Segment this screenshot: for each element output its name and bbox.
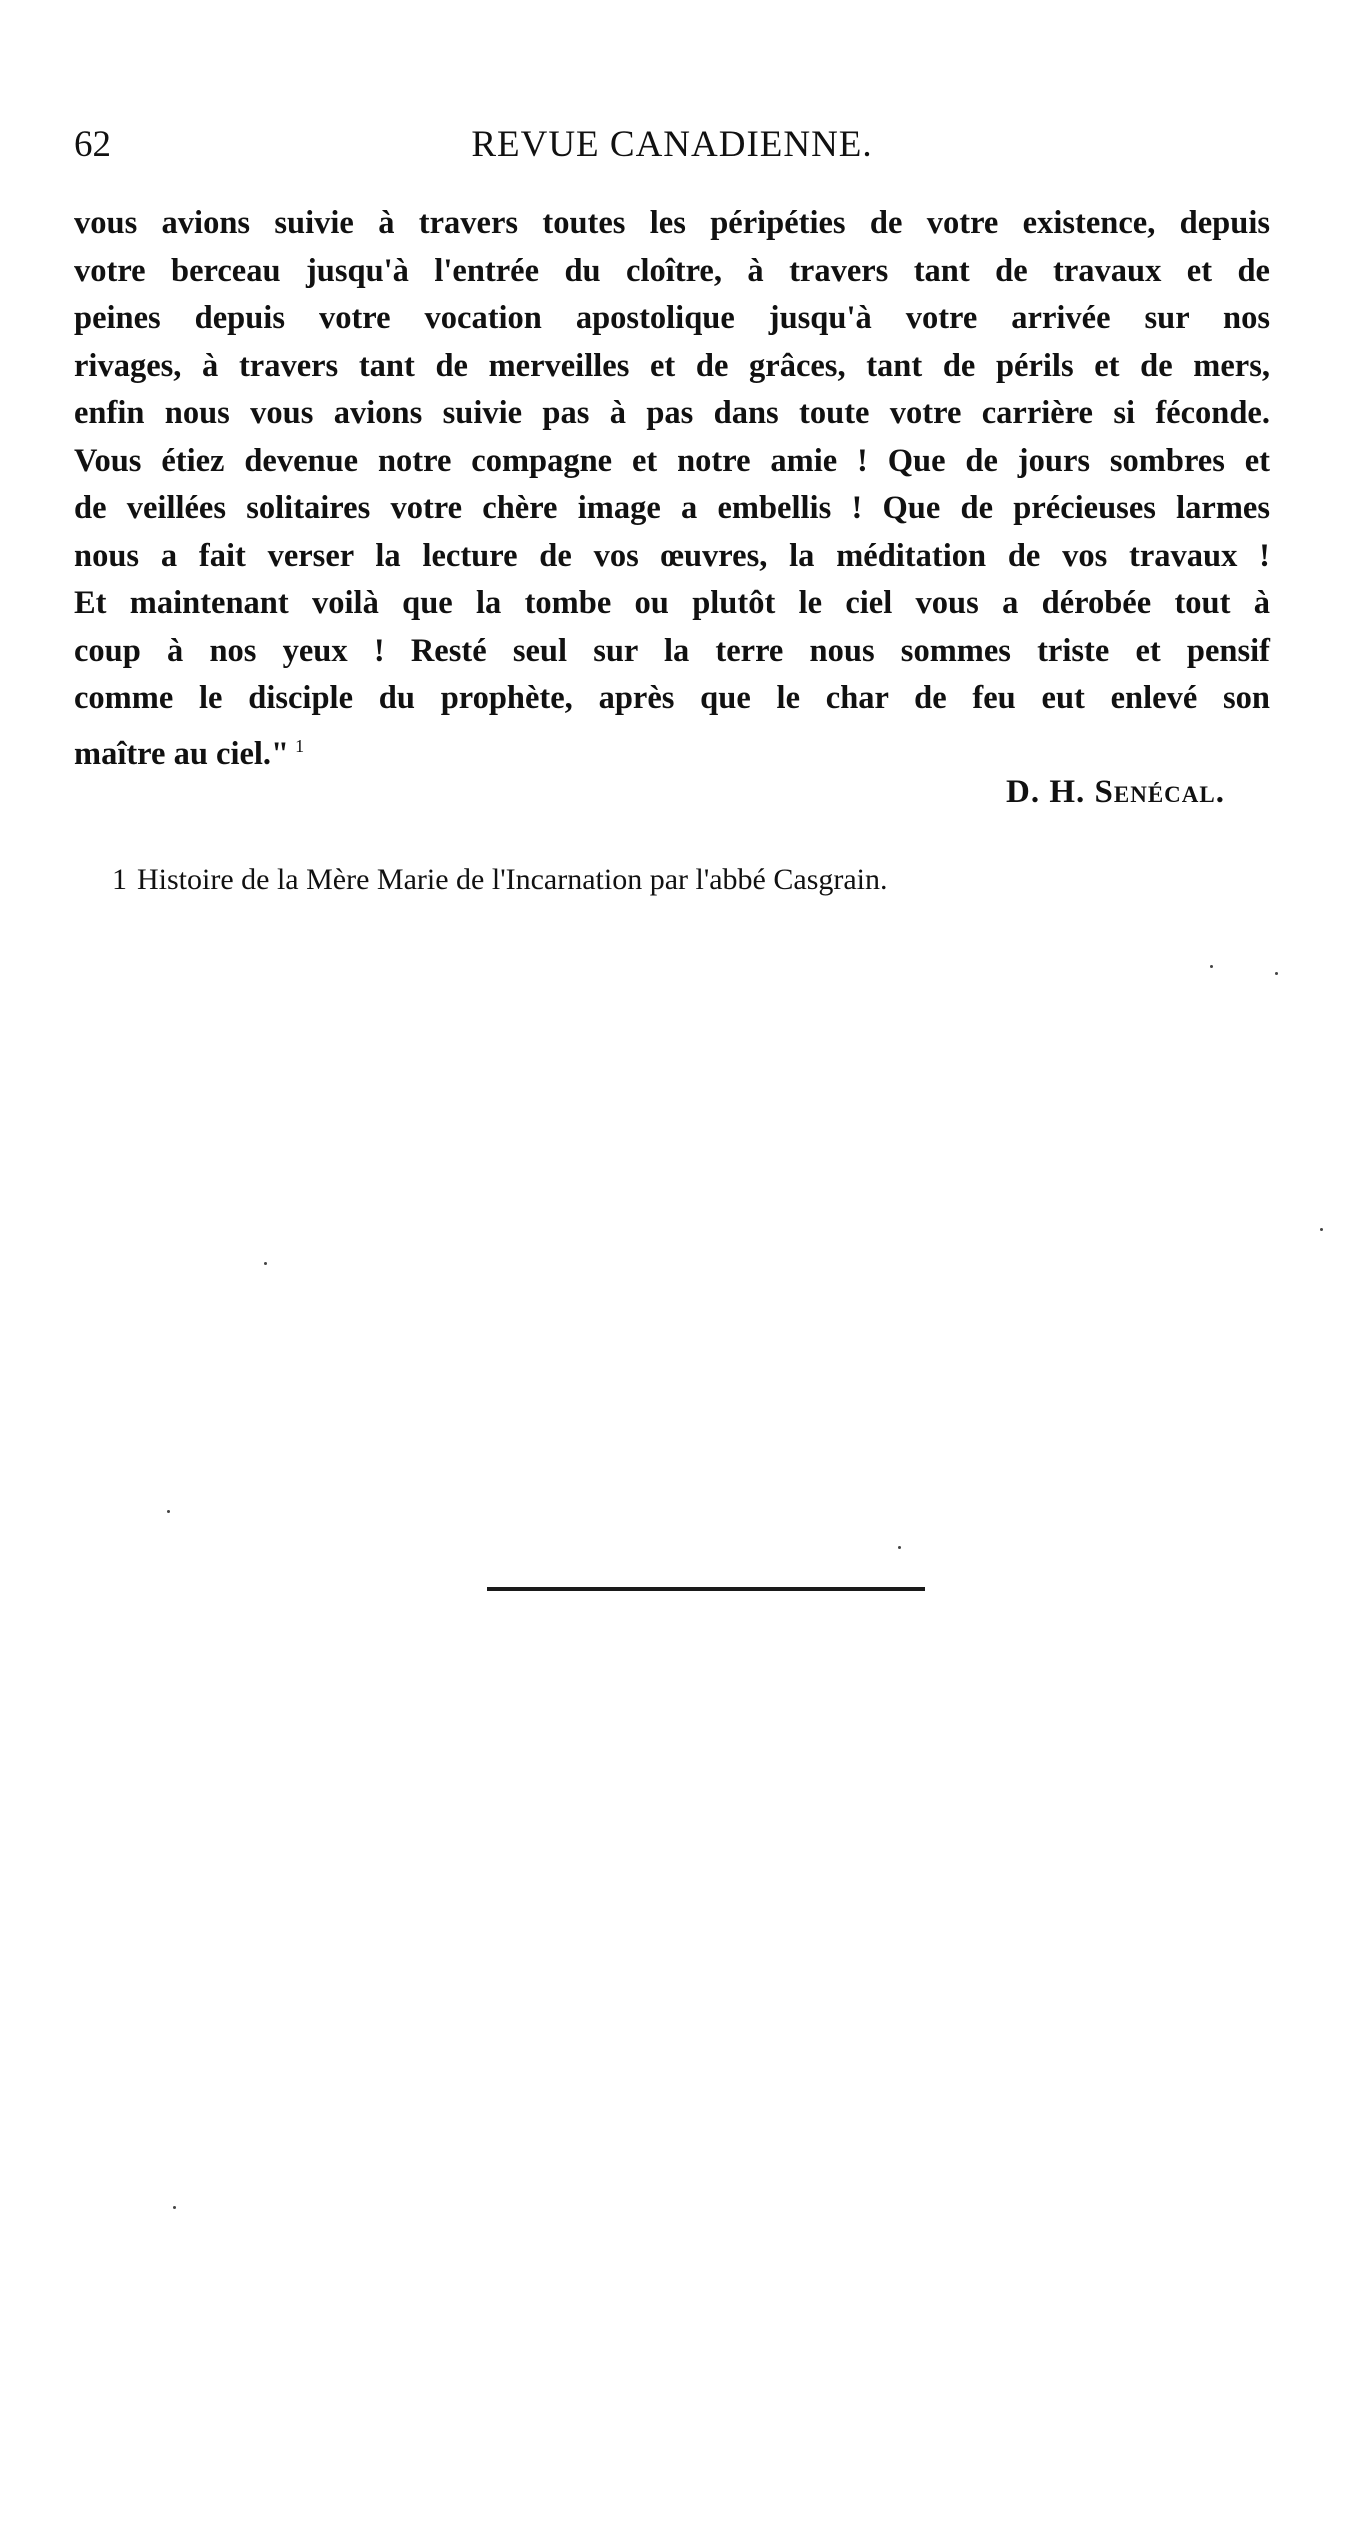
paper-speck	[1320, 1228, 1323, 1231]
paper-speck	[264, 1262, 267, 1265]
text-line: peines depuis votre vocation apostolique jusqu'à votre arrivée sur nos	[74, 300, 1270, 336]
footnote-reference: 1	[295, 735, 305, 756]
text-line: rivages, à travers tant de merveilles et de grâces, tant de périls et de mers,	[74, 347, 1270, 384]
text-line: de veillées solitaires votre chère image a embellis ! Que de précieuses larmes	[74, 490, 1270, 526]
text-line: nous a fait verser la lecture de vos œuvres, la méditation de vos travaux !	[74, 537, 1270, 574]
text-line: Et maintenant voilà que la tombe ou plutôt le ciel vous a dérobée tout à	[74, 585, 1270, 621]
paper-speck	[173, 2206, 176, 2209]
signature-surname: Senécal.	[1094, 774, 1225, 810]
running-title: REVUE CANADIENNE.	[471, 124, 873, 165]
text-line: comme le disciple du prophète, après que le char de feu eut enlevé son	[74, 680, 1270, 716]
author-signature	[1006, 770, 1225, 814]
paper-speck	[1275, 972, 1278, 975]
text-line: Vous étiez devenue notre compagne et notre amie ! Que de jours sombres et	[74, 442, 1270, 479]
text-line: vous avions suivie à travers toutes les péripéties de votre existence, depuis	[74, 205, 1270, 241]
signature-initials: D. H.	[1006, 774, 1086, 810]
paper-speck	[167, 1510, 170, 1513]
text-line: enfin nous vous avions suivie pas à pas dans toute votre carrière si féconde.	[74, 395, 1270, 431]
text-line: coup à nos yeux ! Resté seul sur la terre nous sommes triste et pensif	[74, 632, 1270, 669]
page-header	[74, 120, 1270, 170]
text-line: votre berceau jusqu'à l'entrée du cloître, à travers tant de travaux et de	[74, 252, 1270, 289]
body-text	[74, 200, 1270, 778]
paper-speck	[1210, 965, 1213, 968]
footnote-marker: 1	[112, 863, 127, 896]
page-number: 62	[74, 124, 111, 165]
last-line-text: maître au ciel."	[74, 735, 290, 772]
footnote-text: Histoire de la Mère Marie de l'Incarnation par l'abbé Casgrain.	[137, 863, 888, 896]
footnote	[112, 860, 1212, 900]
section-end-rule	[487, 1587, 925, 1591]
paper-speck	[898, 1546, 901, 1549]
